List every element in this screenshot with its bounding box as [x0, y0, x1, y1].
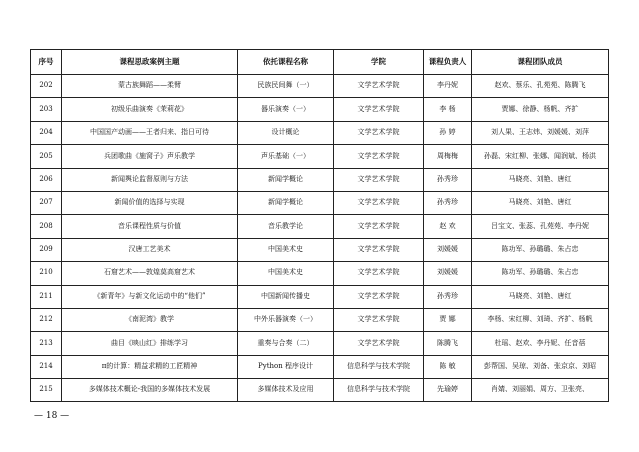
table-cell: 陈功军、孙璐璐、朱占忠: [472, 238, 609, 261]
table-cell: 孙 婷: [424, 121, 472, 144]
table-cell: 207: [31, 191, 62, 214]
table-cell: 文学艺术学院: [334, 262, 424, 285]
table-cell: 文学艺术学院: [334, 308, 424, 331]
table-cell: 重奏与合奏（二）: [238, 332, 334, 355]
table-cell: 汉唐工艺美术: [62, 238, 238, 261]
table-cell: 信息科学与技术学院: [334, 379, 424, 402]
table-row: [31, 355, 609, 378]
table-cell: 中国美术史: [238, 238, 334, 261]
table-row: [31, 75, 609, 98]
course-table: [30, 49, 609, 402]
table-header-row: [31, 50, 609, 75]
table-cell: 新闻学概论: [238, 191, 334, 214]
table-cell: 吕宝文、张蕊、孔苑苑、李丹妮: [472, 215, 609, 238]
table-cell: 文学艺术学院: [334, 75, 424, 98]
table-cell: 新闻价值的选择与实现: [62, 191, 238, 214]
table-cell: 杜瑶、赵欢、李丹妮、任音蓓: [472, 332, 609, 355]
table-cell: 声乐基础（一）: [238, 145, 334, 168]
table-cell: 陈功军、孙璐璐、朱占忠: [472, 262, 609, 285]
table-row: [31, 262, 609, 285]
table-row: [31, 145, 609, 168]
table-cell: 文学艺术学院: [334, 98, 424, 121]
table-cell: 203: [31, 98, 62, 121]
table-cell: 孙磊、宋红柳、张娜、闻润斌、杨洪: [472, 145, 609, 168]
page-number: — 18 —: [34, 411, 70, 421]
table-row: [31, 379, 609, 402]
table-row: [31, 238, 609, 261]
table-cell: 贾娜、徐静、杨帆、齐扩: [472, 98, 609, 121]
table-cell: 刘媛媛: [424, 238, 472, 261]
table-cell: 贾 娜: [424, 308, 472, 331]
table-cell: 204: [31, 121, 62, 144]
table-cell: 文学艺术学院: [334, 332, 424, 355]
header-cell: 序号: [31, 50, 62, 75]
table-cell: 音乐课程性质与价值: [62, 215, 238, 238]
table-cell: 多媒体技术及应用: [238, 379, 334, 402]
table-cell: 211: [31, 285, 62, 308]
table-cell: 设计概论: [238, 121, 334, 144]
table-row: [31, 121, 609, 144]
table-cell: 石窟艺术——敦煌莫高窟艺术: [62, 262, 238, 285]
table-cell: 新闻舆论监督原则与方法: [62, 168, 238, 191]
table-cell: 中国美术史: [238, 262, 334, 285]
table-cell: 赵 欢: [424, 215, 472, 238]
table-cell: 陈腾飞: [424, 332, 472, 355]
table-cell: 208: [31, 215, 62, 238]
table-row: [31, 98, 609, 121]
table-cell: 《新青年》与新文化运动中的“他们”: [62, 285, 238, 308]
table-row: [31, 285, 609, 308]
table-cell: 彭帮国、吴琼、刘备、张京京、刘昭: [472, 355, 609, 378]
table-cell: 孙秀珍: [424, 285, 472, 308]
table-cell: 李 杨: [424, 98, 472, 121]
table-cell: 206: [31, 168, 62, 191]
table-cell: 文学艺术学院: [334, 215, 424, 238]
table-body: [31, 75, 609, 402]
table-cell: 器乐演奏（一）: [238, 98, 334, 121]
table-cell: 212: [31, 308, 62, 331]
table-cell: 李丹妮: [424, 75, 472, 98]
table-cell: 213: [31, 332, 62, 355]
table-cell: 曲目《映山红》排练学习: [62, 332, 238, 355]
table-cell: 马晓亮、刘艳、唐红: [472, 285, 609, 308]
table-cell: 文学艺术学院: [334, 238, 424, 261]
table-cell: 蒙古族舞蹈——柔臂: [62, 75, 238, 98]
table-cell: 中国国产动画——王者归来、指日可待: [62, 121, 238, 144]
table-cell: 《南泥湾》教学: [62, 308, 238, 331]
table-cell: 孙秀珍: [424, 191, 472, 214]
table-cell: 周梅梅: [424, 145, 472, 168]
table-cell: 马晓亮、刘艳、唐红: [472, 191, 609, 214]
table-cell: 新闻学概论: [238, 168, 334, 191]
table-cell: 文学艺术学院: [334, 145, 424, 168]
table-cell: 陈 敏: [424, 355, 472, 378]
table-cell: 马晓亮、刘艳、唐红: [472, 168, 609, 191]
table-cell: π的计算：精益求精的工匠精神: [62, 355, 238, 378]
table-cell: 初级乐曲演奏《茉莉花》: [62, 98, 238, 121]
table-row: [31, 191, 609, 214]
table-cell: 刘媛媛: [424, 262, 472, 285]
table-cell: 李杨、宋红柳、刘琦、齐扩、杨帆: [472, 308, 609, 331]
table-cell: 肖婧、刘丽娟、周方、卫张亮、: [472, 379, 609, 402]
table-cell: 多媒体技术概论-我国的多媒体技术发展: [62, 379, 238, 402]
table-cell: 文学艺术学院: [334, 168, 424, 191]
table-cell: 214: [31, 355, 62, 378]
table-cell: 先瑜婷: [424, 379, 472, 402]
table-cell: 209: [31, 238, 62, 261]
table-row: [31, 215, 609, 238]
table-cell: 兵团歌曲《施窝子》声乐教学: [62, 145, 238, 168]
table-row: [31, 308, 609, 331]
table-cell: 刘人果、王志炜、刘媛媛、刘萍: [472, 121, 609, 144]
table-cell: 中国新闻传播史: [238, 285, 334, 308]
table-cell: 205: [31, 145, 62, 168]
header-cell: 学院: [334, 50, 424, 75]
table-cell: Python 程序设计: [238, 355, 334, 378]
table-cell: 赵欢、蔡乐、孔苑苑、陈腾飞: [472, 75, 609, 98]
header-cell: 课程思政案例主题: [62, 50, 238, 75]
header-cell: 依托课程名称: [238, 50, 334, 75]
header-cell: 课程负责人: [424, 50, 472, 75]
table-cell: 文学艺术学院: [334, 121, 424, 144]
table-cell: 文学艺术学院: [334, 191, 424, 214]
table-cell: 中外乐器演奏（一）: [238, 308, 334, 331]
table-cell: 音乐教学论: [238, 215, 334, 238]
header-cell: 课程团队成员: [472, 50, 609, 75]
table-cell: 文学艺术学院: [334, 285, 424, 308]
table-cell: 210: [31, 262, 62, 285]
table-cell: 孙秀珍: [424, 168, 472, 191]
table-cell: 215: [31, 379, 62, 402]
table-row: [31, 332, 609, 355]
table-cell: 信息科学与技术学院: [334, 355, 424, 378]
table-row: [31, 168, 609, 191]
table-cell: 202: [31, 75, 62, 98]
table-cell: 民族民间舞（一）: [238, 75, 334, 98]
